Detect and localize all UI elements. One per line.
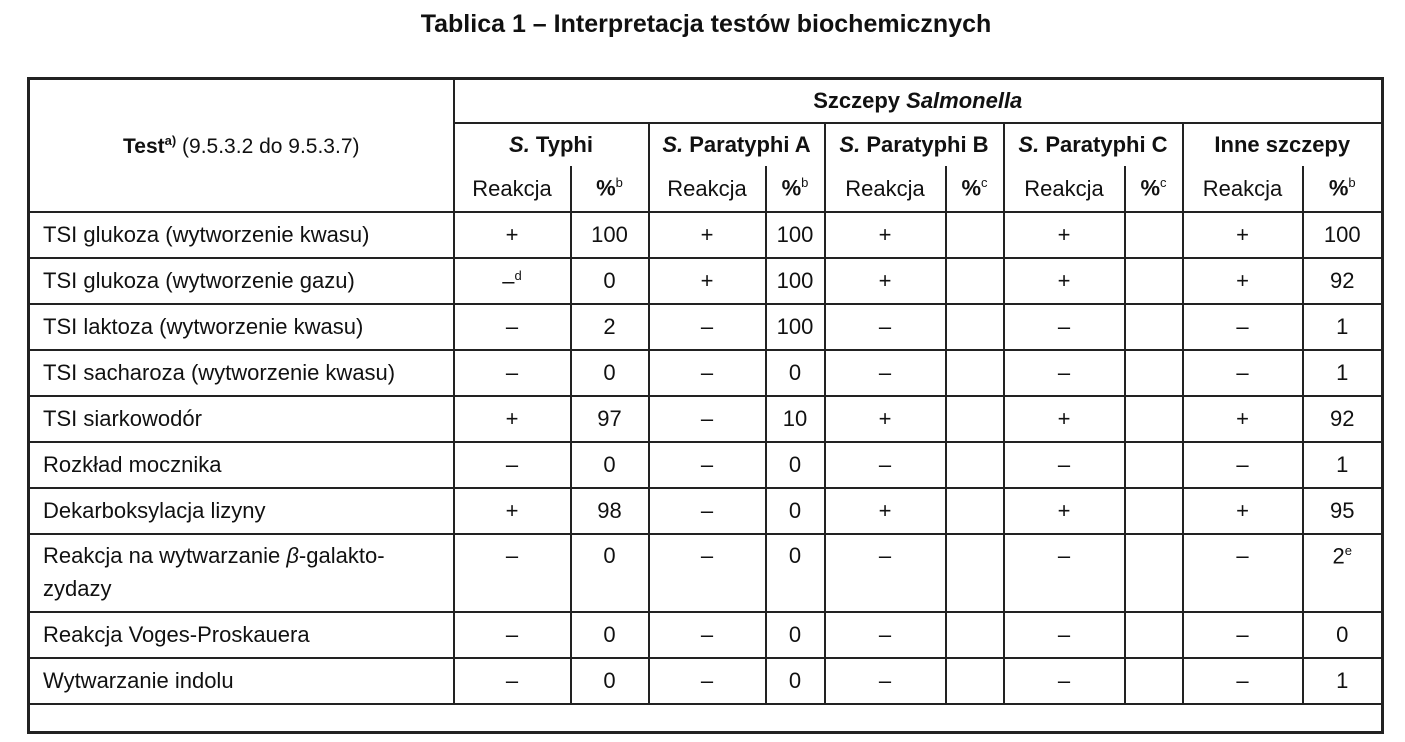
percent-cell — [1125, 442, 1183, 488]
reaction-cell: + — [454, 212, 571, 258]
percent-cell — [1125, 258, 1183, 304]
reaction-cell: + — [1004, 488, 1125, 534]
reaction-cell: – — [825, 442, 946, 488]
strain-name: Typhi — [529, 132, 593, 157]
reaction-cell: – — [1183, 658, 1303, 704]
percent-cell — [946, 212, 1004, 258]
percent-cell: 0 — [571, 350, 649, 396]
percent-cell: 92 — [1303, 396, 1383, 442]
percent-cell: 1 — [1303, 304, 1383, 350]
percent-subheader: %$^b$ — [1303, 166, 1383, 212]
percent-cell: 100 — [571, 212, 649, 258]
reaction-cell: – — [1183, 612, 1303, 658]
reaction-cell: – — [1004, 658, 1125, 704]
reaction-cell: + — [454, 488, 571, 534]
strain-genus: S. — [839, 132, 861, 157]
percent-cell: 0 — [766, 612, 825, 658]
reaction-cell: – — [825, 304, 946, 350]
reaction-cell: – — [1004, 612, 1125, 658]
percent-cell: 10 — [766, 396, 825, 442]
strain-name: Paratyphi B — [860, 132, 989, 157]
reaction-cell: – — [649, 396, 766, 442]
table-row — [29, 534, 1383, 612]
percent-cell — [946, 396, 1004, 442]
reaction-cell: – — [649, 304, 766, 350]
percent-cell — [946, 612, 1004, 658]
reaction-cell: + — [1183, 396, 1303, 442]
reaction-cell: – — [1004, 304, 1125, 350]
percent-cell: 0 — [1303, 612, 1383, 658]
reaction-cell: – — [1004, 350, 1125, 396]
reaction-cell: – — [825, 534, 946, 612]
percent-footnote-sup: b — [615, 175, 623, 191]
strain-genus: S. — [1018, 132, 1040, 157]
reaction-subheader: Reakcja — [1004, 166, 1125, 212]
reaction-cell: – — [649, 534, 766, 612]
percent-cell: 1 — [1303, 350, 1383, 396]
percent-cell — [1125, 350, 1183, 396]
percent-cell: 0 — [766, 442, 825, 488]
reaction-cell: + — [454, 396, 571, 442]
reaction-cell: + — [1004, 212, 1125, 258]
reaction-subheader: Reakcja — [1183, 166, 1303, 212]
reaction-cell: + — [1004, 258, 1125, 304]
test-name: TSI glukoza (wytworzenie kwasu) — [29, 212, 454, 258]
salmonella-group-header — [454, 79, 1383, 124]
reaction-cell: + — [649, 258, 766, 304]
percent-cell — [1125, 396, 1183, 442]
percent-cell: 92 — [1303, 258, 1383, 304]
strain-genus: S. — [662, 132, 684, 157]
test-name: Dekarboksylacja lizyny — [29, 488, 454, 534]
percent-footnote-sup: c — [981, 175, 988, 191]
percent-cell: 0 — [571, 534, 649, 612]
test-column-header — [29, 79, 454, 213]
percent-cell — [1125, 488, 1183, 534]
strain-header — [1004, 123, 1183, 166]
group-genus: Salmonella — [906, 88, 1023, 113]
test-footnote-sup: a) — [164, 132, 177, 148]
percent-subheader: %$^b$ — [571, 166, 649, 212]
test-name: Rozkład mocznika — [29, 442, 454, 488]
strain-name: Inne szczepy — [1214, 132, 1351, 157]
table-row — [29, 612, 1383, 658]
reaction-cell: – — [454, 658, 571, 704]
strain-header — [1183, 123, 1383, 166]
reaction-cell: – — [825, 658, 946, 704]
reaction-cell: – — [649, 658, 766, 704]
reaction-cell: – — [649, 350, 766, 396]
reaction-cell: + — [649, 212, 766, 258]
percent-cell — [946, 350, 1004, 396]
table-row — [29, 350, 1383, 396]
table-row — [29, 396, 1383, 442]
strain-header — [825, 123, 1004, 166]
reaction-cell: – — [825, 612, 946, 658]
percent-footnote-sup: b — [1348, 175, 1356, 191]
reaction-cell: + — [825, 212, 946, 258]
reaction-cell: – — [454, 350, 571, 396]
percent-subheader: %$^c$ — [1125, 166, 1183, 212]
percent-cell: 2 — [571, 304, 649, 350]
percent-cell — [1125, 612, 1183, 658]
percent-cell: 1 — [1303, 442, 1383, 488]
percent-cell — [946, 534, 1004, 612]
percent-cell: 98 — [571, 488, 649, 534]
strain-name: Paratyphi C — [1039, 132, 1168, 157]
percent-cell: 2e — [1303, 534, 1383, 612]
percent-subheader: %$^b$ — [766, 166, 825, 212]
percent-cell: 0 — [571, 612, 649, 658]
test-name: Reakcja na wytwarzanie β-galakto- zydazy — [29, 534, 454, 612]
table-row — [29, 304, 1383, 350]
percent-cell — [1125, 212, 1183, 258]
reaction-cell: + — [825, 488, 946, 534]
reaction-cell: –$^d$ — [454, 258, 571, 304]
reaction-cell: – — [454, 534, 571, 612]
test-name: Wytwarzanie indolu — [29, 658, 454, 704]
percent-cell — [946, 658, 1004, 704]
reaction-cell: + — [825, 396, 946, 442]
reaction-cell: – — [1183, 442, 1303, 488]
percent-cell: 100 — [766, 212, 825, 258]
test-name: Reakcja Voges-Proskauera — [29, 612, 454, 658]
reaction-subheader: Reakcja — [649, 166, 766, 212]
percent-cell — [946, 442, 1004, 488]
reaction-cell: – — [454, 612, 571, 658]
test-name: TSI laktoza (wytworzenie kwasu) — [29, 304, 454, 350]
reaction-cell: – — [1004, 442, 1125, 488]
percent-subheader: %$^c$ — [946, 166, 1004, 212]
percent-cell — [1125, 304, 1183, 350]
table-row — [29, 258, 1383, 304]
table-row — [29, 442, 1383, 488]
percent-cell — [1125, 658, 1183, 704]
percent-cell: 95 — [1303, 488, 1383, 534]
percent-cell — [946, 258, 1004, 304]
table-title: Tablica 1 – Interpretacja testów biochemicznych — [420, 10, 992, 38]
percent-cell: 0 — [571, 442, 649, 488]
table-footnote-area — [29, 704, 1383, 733]
reaction-cell: – — [1183, 304, 1303, 350]
percent-cell — [946, 304, 1004, 350]
percent-cell: 97 — [571, 396, 649, 442]
strain-header — [649, 123, 825, 166]
percent-cell — [946, 488, 1004, 534]
percent-footnote-sup: b — [801, 175, 809, 191]
test-range: (9.5.3.2 do 9.5.3.7) — [182, 134, 360, 158]
reaction-subheader: Reakcja — [825, 166, 946, 212]
percent-cell: 100 — [766, 304, 825, 350]
percent-footnote-sup: c — [1160, 175, 1167, 191]
percent-cell: 0 — [766, 658, 825, 704]
reaction-cell: – — [454, 304, 571, 350]
percent-cell: 0 — [571, 658, 649, 704]
strain-name: Paratyphi A — [683, 132, 811, 157]
percent-cell: 100 — [1303, 212, 1383, 258]
reaction-cell: + — [825, 258, 946, 304]
percent-cell: 1 — [1303, 658, 1383, 704]
reaction-cell: + — [1183, 488, 1303, 534]
reaction-cell: – — [649, 488, 766, 534]
reaction-cell: + — [1183, 258, 1303, 304]
test-name: TSI glukoza (wytworzenie gazu) — [29, 258, 454, 304]
reaction-subheader: Reakcja — [454, 166, 571, 212]
reaction-cell: – — [649, 442, 766, 488]
reaction-cell: – — [649, 612, 766, 658]
table-row — [29, 488, 1383, 534]
test-label: Test — [123, 134, 165, 158]
reaction-cell: – — [1183, 534, 1303, 612]
test-name: TSI siarkowodór — [29, 396, 454, 442]
reaction-cell: – — [454, 442, 571, 488]
reaction-cell: + — [1183, 212, 1303, 258]
group-prefix: Szczepy — [813, 88, 907, 113]
percent-cell: 100 — [766, 258, 825, 304]
percent-cell: 0 — [766, 488, 825, 534]
reaction-cell: – — [825, 350, 946, 396]
table-row — [29, 212, 1383, 258]
reaction-cell: – — [1183, 350, 1303, 396]
reaction-cell: – — [1004, 534, 1125, 612]
percent-cell: 0 — [766, 534, 825, 612]
percent-cell: 0 — [571, 258, 649, 304]
test-name: TSI sacharoza (wytworzenie kwasu) — [29, 350, 454, 396]
biochemical-tests-table — [27, 77, 1384, 734]
percent-cell — [1125, 534, 1183, 612]
percent-cell: 0 — [766, 350, 825, 396]
table-row — [29, 658, 1383, 704]
reaction-cell: + — [1004, 396, 1125, 442]
strain-header — [454, 123, 649, 166]
strain-genus: S. — [509, 132, 530, 157]
